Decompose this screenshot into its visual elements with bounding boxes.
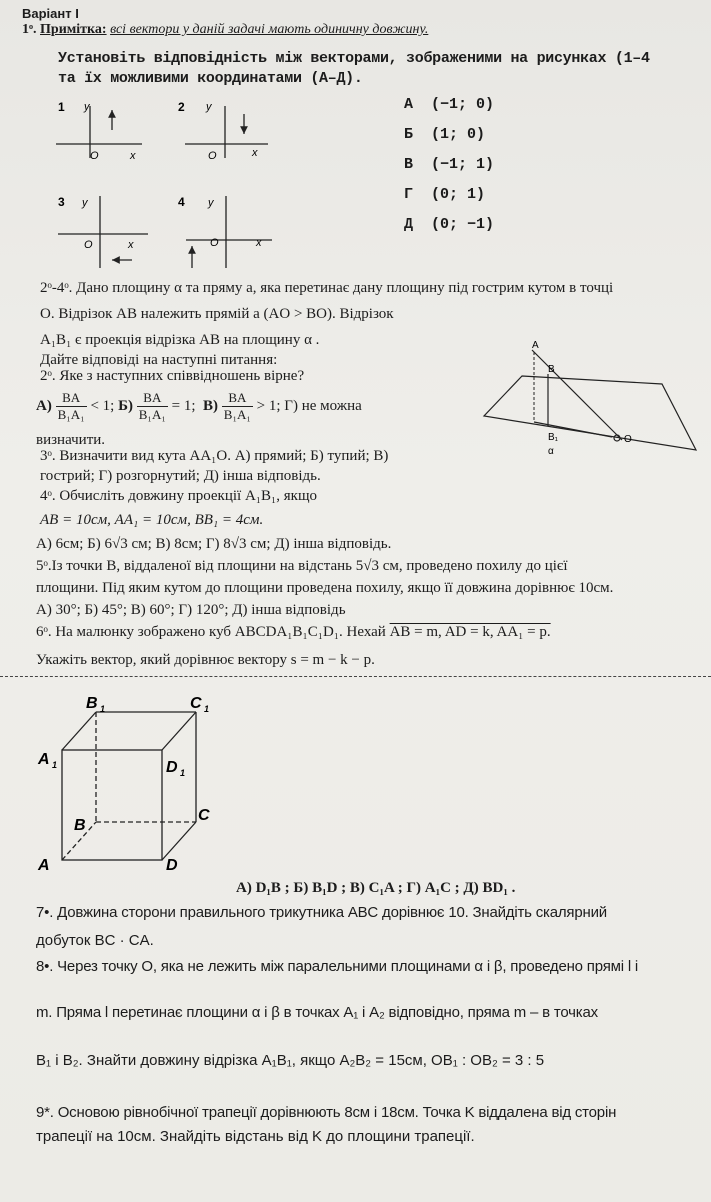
svg-text:1: 1 [204,704,210,714]
fraction-v: $\frac{BA}{\text{B₁A₁}}$ [223,390,251,422]
note-number: 1ᵒ. [22,22,37,37]
q4-line3: А) 6см; Б) 6√3 см; В) 8см; Г) 8√3 см; Д) інша відповідь. [36,536,392,552]
cube-D1: D [166,759,178,776]
q5-line2: площини. Під яким кутом до площини проведена похилу, якщо її довжина дорівнює 10см. [36,580,614,596]
label-O: O [624,434,632,445]
q7-line1: 7•. Довжина сторони правильного трикутника ABC дорівнює 10. Знайдіть скалярний [36,904,607,921]
svg-text:x: x [252,147,258,159]
note-label: Примітка: [40,22,107,37]
variant-title: Варіант І [22,6,79,21]
figure-2 [178,100,268,162]
cube-B1: B [86,695,98,712]
q8-line1: 8•. Через точку O, яка не лежить між паралельними площинами α і β, проведено прямі l і [36,958,639,975]
label-alpha: α [548,446,554,457]
svg-text:x: x [128,239,134,251]
svg-text:y: y [82,197,88,209]
fraction-a: $\frac{BA}{\text{B₁A₁}}$ [57,390,85,422]
svg-text:O: O [90,150,99,162]
q2-line3: A₁B₁ є проекція відрізка AB на площину α . [40,332,320,348]
q5-line1: 5ᵒ.Із точки В, віддаленої від площини на відстань 5√3 см, проведено похилу до цієї [36,558,568,574]
q6-line1: 6ᵒ. На малюнку зображено куб ABCDA₁B₁C₁D₁. Нехай AB = m, AD = k, AA₁ = p. [36,624,551,640]
q2-options-line: А) $\frac{BA}{\text{B₁A₁}}$ < 1; Б) $\frac{BA}{\text{B₁A₁}}$ = 1; В) $\frac{BA}{\text{B₁A₁}}$ > 1; Г) не можна [36,390,362,422]
figure-2-number: 2 [178,100,185,114]
figure-1-number: 1 [58,100,65,114]
q2-line1: 2ᵒ-4ᵒ. Дано площину α та пряму a, яка перетинає дану площину під гострим кутом в точці [40,280,614,296]
q6-line2: Укажіть вектор, який дорівнює вектору s = m − k − p. [36,652,375,668]
svg-text:y: y [206,101,212,113]
option-a: А (−1; 0) [404,96,495,113]
q7-line2: добуток BC · CA. [36,932,154,949]
q1-line2: та їх можливими координатами (А–Д). [58,70,363,87]
svg-text:y: y [84,101,90,113]
q8-line2: m. Пряма l перетинає площини α і β в точках A₁ і A₂ відповідно, пряма m – в точках [36,1004,598,1021]
q5-line3: А) 30°; Б) 45°; В) 60°; Г) 120°; Д) інша відповідь [36,602,346,618]
svg-text:x: x [130,150,136,162]
option-g: Г (0; 1) [404,186,486,203]
cube-D: D [166,857,178,874]
svg-text:O: O [210,237,219,249]
q6-answers: А) D₁B ; Б) B₁D ; В) C₁A ; Г) A₁C ; Д) BD₁ . [236,880,516,896]
q3-line1: 3ᵒ. Визначити вид кута AA₁O. А) прямий; Б) тупий; В) [40,448,389,464]
fraction-b: $\frac{BA}{\text{B₁A₁}}$ [138,390,166,422]
svg-text:1: 1 [52,760,58,770]
figure-3-number: 3 [58,195,65,209]
svg-text:O: O [84,239,93,251]
q2-line4: Дайте відповіді на наступні питання: [40,352,278,368]
note-text: всі вектори у даній задачі мають одиничну довжину. [110,22,429,37]
option-v: В (−1; 1) [404,156,495,173]
cube-C1: C [190,695,202,712]
cube-C: C [198,807,210,824]
svg-text:1: 1 [180,768,186,778]
q3-line2: гострий; Г) розгорнутий; Д) інша відповідь. [40,468,321,484]
q2-line2: O. Відрізок AB належить прямій a (AO > BO). Відрізок [40,306,394,322]
q1-vector-figures [50,96,350,288]
label-B: B [548,364,555,375]
note-line [22,22,428,38]
figure-4 [178,195,272,268]
option-b: Б (1; 0) [404,126,486,143]
label-B1: B₁ [548,432,559,443]
cube-A1: A [38,751,50,768]
q4-line2: AB = 10см, AA₁ = 10см, BB₁ = 4см. [40,512,264,528]
q9-line1: 9*. Основою рівнобічної трапеції дорівнюють 8см і 18см. Точка K віддалена від сторін [36,1104,617,1121]
q1-line1: Установіть відповідність між векторами, зображеними на рисунках (1–4 [58,50,650,67]
cube-B: B [74,817,86,834]
option-d: Д (0; −1) [404,216,495,233]
figure-1 [56,100,142,162]
plane-line-figure [462,336,702,466]
q2-line5: 2ᵒ. Яке з наступних співвідношень вірне? [40,368,305,384]
figure-3 [58,195,148,268]
dashed-separator [0,676,711,677]
svg-text:1: 1 [100,704,106,714]
q4-line1: 4ᵒ. Обчисліть довжину проекції A₁B₁, якщо [40,488,317,504]
cube-A: A [38,857,50,874]
q2-line6: визначити. [36,432,106,448]
svg-text:O: O [208,150,217,162]
svg-text:x: x [256,237,262,249]
label-A: A [532,340,539,351]
svg-text:y: y [208,197,214,209]
figure-4-number: 4 [178,195,185,209]
q8-line3: B₁ і B₂. Знайти довжину відрізка A₁B₁, якщо A₂B₂ = 15см, OB₁ : OB₂ = 3 : 5 [36,1052,545,1069]
cube-figure [30,690,230,880]
q9-line2: трапеції на 10см. Знайдіть відстань від K до площини трапеції. [36,1128,475,1145]
